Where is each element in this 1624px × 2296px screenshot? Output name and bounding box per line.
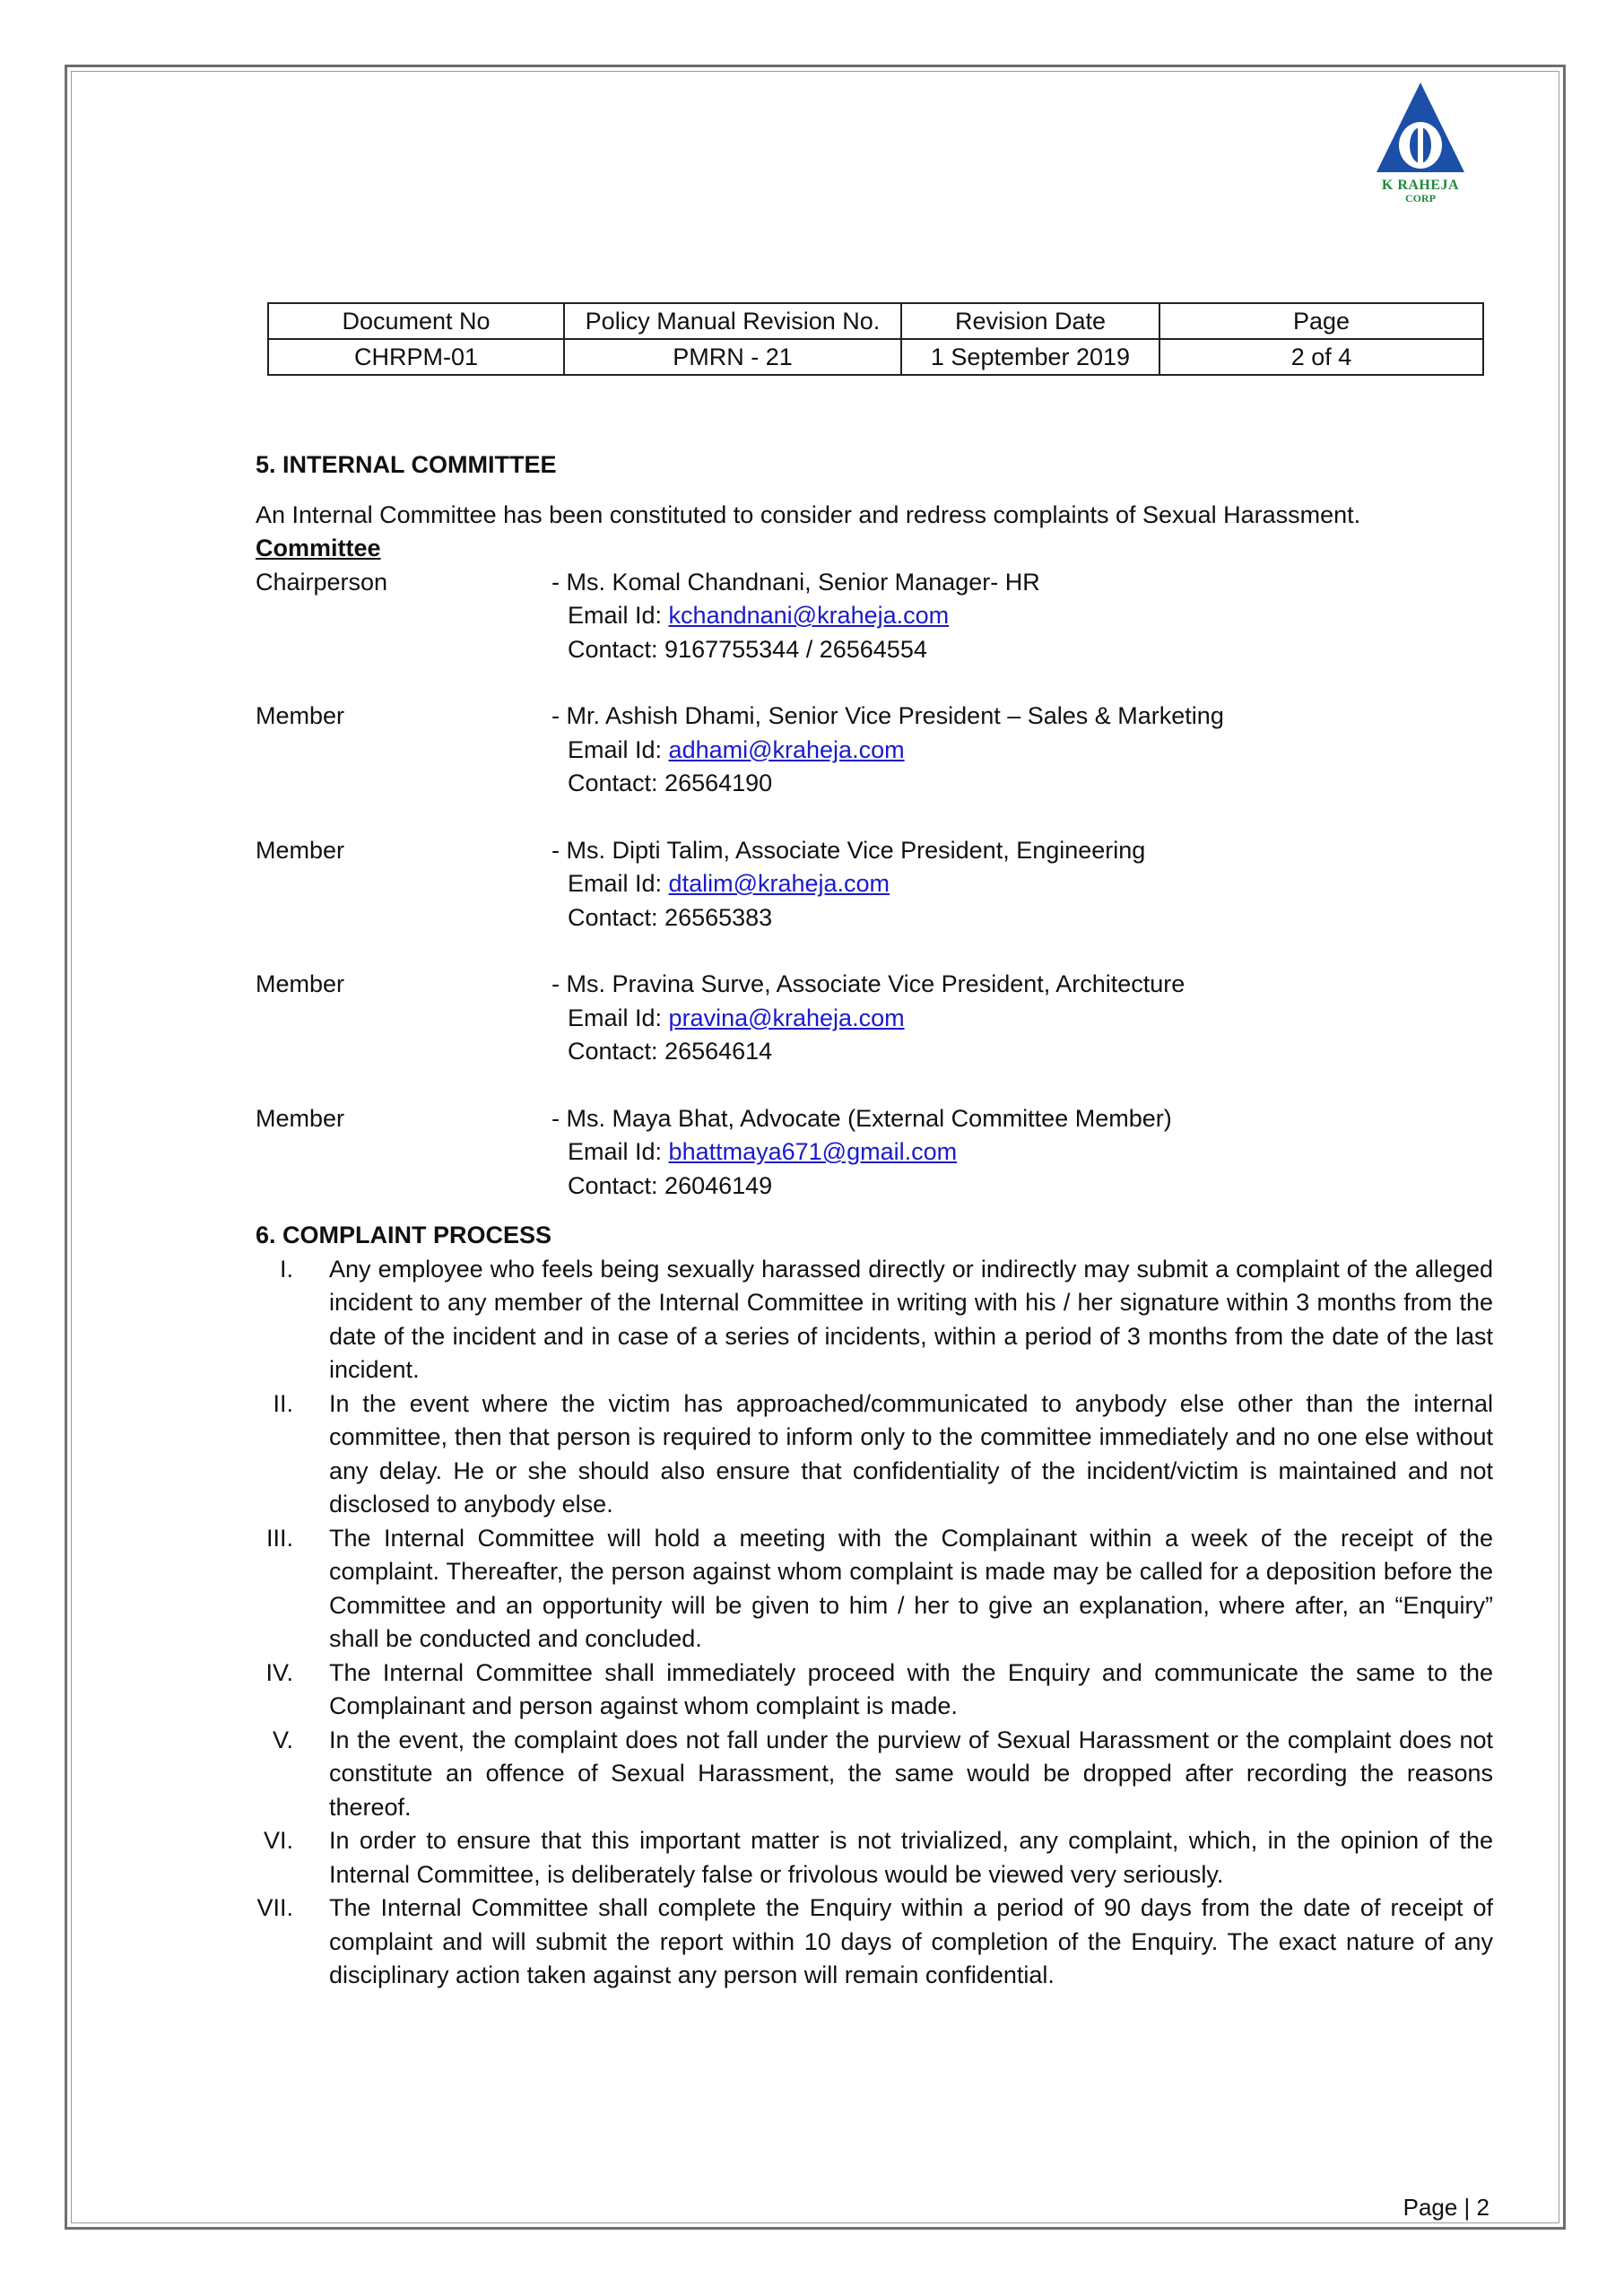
member-name: - Ms. Maya Bhat, Advocate (External Committee Member) <box>551 1104 1172 1132</box>
header-cell: Policy Manual Revision No. <box>564 303 901 339</box>
member-contact: Contact: 26564614 <box>568 1038 773 1065</box>
list-item-number: VII. <box>256 1894 293 1921</box>
email-label: Email Id: <box>568 735 669 763</box>
list-item-text: In the event, the complaint does not fall under the purview of Sexual Harassment or the complaint does not constitute an offence of Sexual Harassment, the same would be dropped after recording the reasons thereof. <box>329 1726 1493 1821</box>
value-cell: CHRPM-01 <box>268 339 564 375</box>
member-name: - Ms. Pravina Surve, Associate Vice President, Architecture <box>551 970 1185 997</box>
document-body <box>256 448 1493 1993</box>
list-item <box>256 1387 1493 1522</box>
member-name: - Mr. Ashish Dhami, Senior Vice President – Sales & Marketing <box>551 702 1224 729</box>
company-logo <box>1367 79 1474 213</box>
logo-text-sub: CORP <box>1405 192 1436 204</box>
list-item-number: VI. <box>263 1827 293 1854</box>
header-cell: Revision Date <box>901 303 1159 339</box>
list-item-number: III. <box>265 1524 293 1552</box>
member-contact: Contact: 26046149 <box>568 1171 773 1199</box>
section-5-heading: 5. INTERNAL COMMITTEE <box>256 451 557 478</box>
member-email-link[interactable]: pravina@kraheja.com <box>668 1004 905 1031</box>
document-info-table <box>267 302 1484 376</box>
member-email-link[interactable]: bhattmaya671@gmail.com <box>668 1138 958 1165</box>
member-role: Chairperson <box>256 568 388 596</box>
member-role: Member <box>256 970 345 997</box>
email-label: Email Id: <box>568 870 669 897</box>
logo-text-name: K RAHEJA <box>1381 178 1460 193</box>
member-role: Member <box>256 1104 345 1132</box>
member-role: Member <box>256 702 345 729</box>
header-cell: Document No <box>268 303 564 339</box>
list-item-text: The Internal Committee shall complete the Enquiry within a period of 90 days from the date of receipt of complaint and will submit the report within 10 days of completion of the Enquiry. The exact nature of any disciplinary action taken against any person will remain confidential. <box>329 1894 1493 1988</box>
logo-emblem-icon <box>1371 79 1470 178</box>
committee-member <box>256 834 1493 935</box>
email-label: Email Id: <box>568 1138 669 1165</box>
committee-member <box>256 968 1493 1069</box>
email-label: Email Id: <box>568 1004 669 1031</box>
section-6-heading: 6. COMPLAINT PROCESS <box>256 1222 552 1248</box>
value-cell: 2 of 4 <box>1159 339 1483 375</box>
member-contact: Contact: 26564190 <box>568 770 773 796</box>
list-item-text: In the event where the victim has approached/communicated to anybody else other than the internal committee, then that person is required to inform only to the committee immediately and no one else without any delay. He or she should also ensure that confidentiality of the incident/victim is maintained and not disclosed to anybody else. <box>329 1389 1493 1518</box>
list-item-number: I. <box>279 1255 293 1283</box>
list-item <box>256 1824 1493 1892</box>
list-item-text: Any employee who feels being sexually harassed directly or indirectly may submit a complaint of the alleged incident to any member of the Internal Committee in writing with his / her signature within 3 months from the date of the incident and in case of a series of incidents, within a period of 3 months from the date of the last incident. <box>329 1255 1493 1383</box>
page-number-footer: Page | 2 <box>1403 2194 1489 2221</box>
member-contact: Contact: 9167755344 / 26564554 <box>568 635 927 663</box>
email-label: Email Id: <box>568 602 669 629</box>
member-name: - Ms. Komal Chandnani, Senior Manager- HR <box>551 568 1040 596</box>
list-item <box>256 1892 1493 1993</box>
committee-member-chairperson <box>256 566 1493 667</box>
list-item-number: V. <box>272 1726 293 1753</box>
list-item <box>256 1253 1493 1387</box>
member-name: - Ms. Dipti Talim, Associate Vice President, Engineering <box>551 836 1146 864</box>
member-email-link[interactable]: kchandnani@kraheja.com <box>668 602 950 629</box>
list-item <box>256 1657 1493 1724</box>
member-role: Member <box>256 836 345 864</box>
list-item-text: The Internal Committee will hold a meeting with the Complainant within a week of the receipt of the complaint. Thereafter, the person against whom complaint is made may be called for a deposition before the Committee and an opportunity will be given to him / her to give an explanation, where after, an “Enquiry” shall be conducted and concluded. <box>329 1524 1493 1652</box>
value-cell: PMRN - 21 <box>564 339 901 375</box>
section-5-intro: An Internal Committee has been constituted to consider and redress complaints of Sexual Harassment. <box>256 500 1361 528</box>
document-info-header-row <box>268 303 1483 339</box>
committee-member <box>256 700 1493 801</box>
list-item-text: The Internal Committee shall immediately proceed with the Enquiry and communicate the same to the Complainant and person against whom complaint is made. <box>329 1658 1493 1719</box>
member-contact: Contact: 26565383 <box>568 903 773 931</box>
value-cell: 1 September 2019 <box>901 339 1159 375</box>
complaint-process-list <box>256 1253 1493 1993</box>
list-item <box>256 1522 1493 1657</box>
member-email-link[interactable]: adhami@kraheja.com <box>668 735 905 763</box>
header-cell: Page <box>1159 303 1483 339</box>
list-item-number: IV. <box>265 1658 293 1686</box>
list-item-number: II. <box>273 1389 293 1417</box>
member-email-link[interactable]: dtalim@kraheja.com <box>668 870 890 897</box>
committee-member <box>256 1102 1493 1204</box>
committee-subheading: Committee <box>256 535 381 561</box>
list-item <box>256 1724 1493 1825</box>
list-item-text: In order to ensure that this important matter is not trivialized, any complaint, which, in the opinion of the Internal Committee, is deliberately false or frivolous would be viewed very seriously. <box>329 1827 1493 1888</box>
document-info-value-row <box>268 339 1483 375</box>
